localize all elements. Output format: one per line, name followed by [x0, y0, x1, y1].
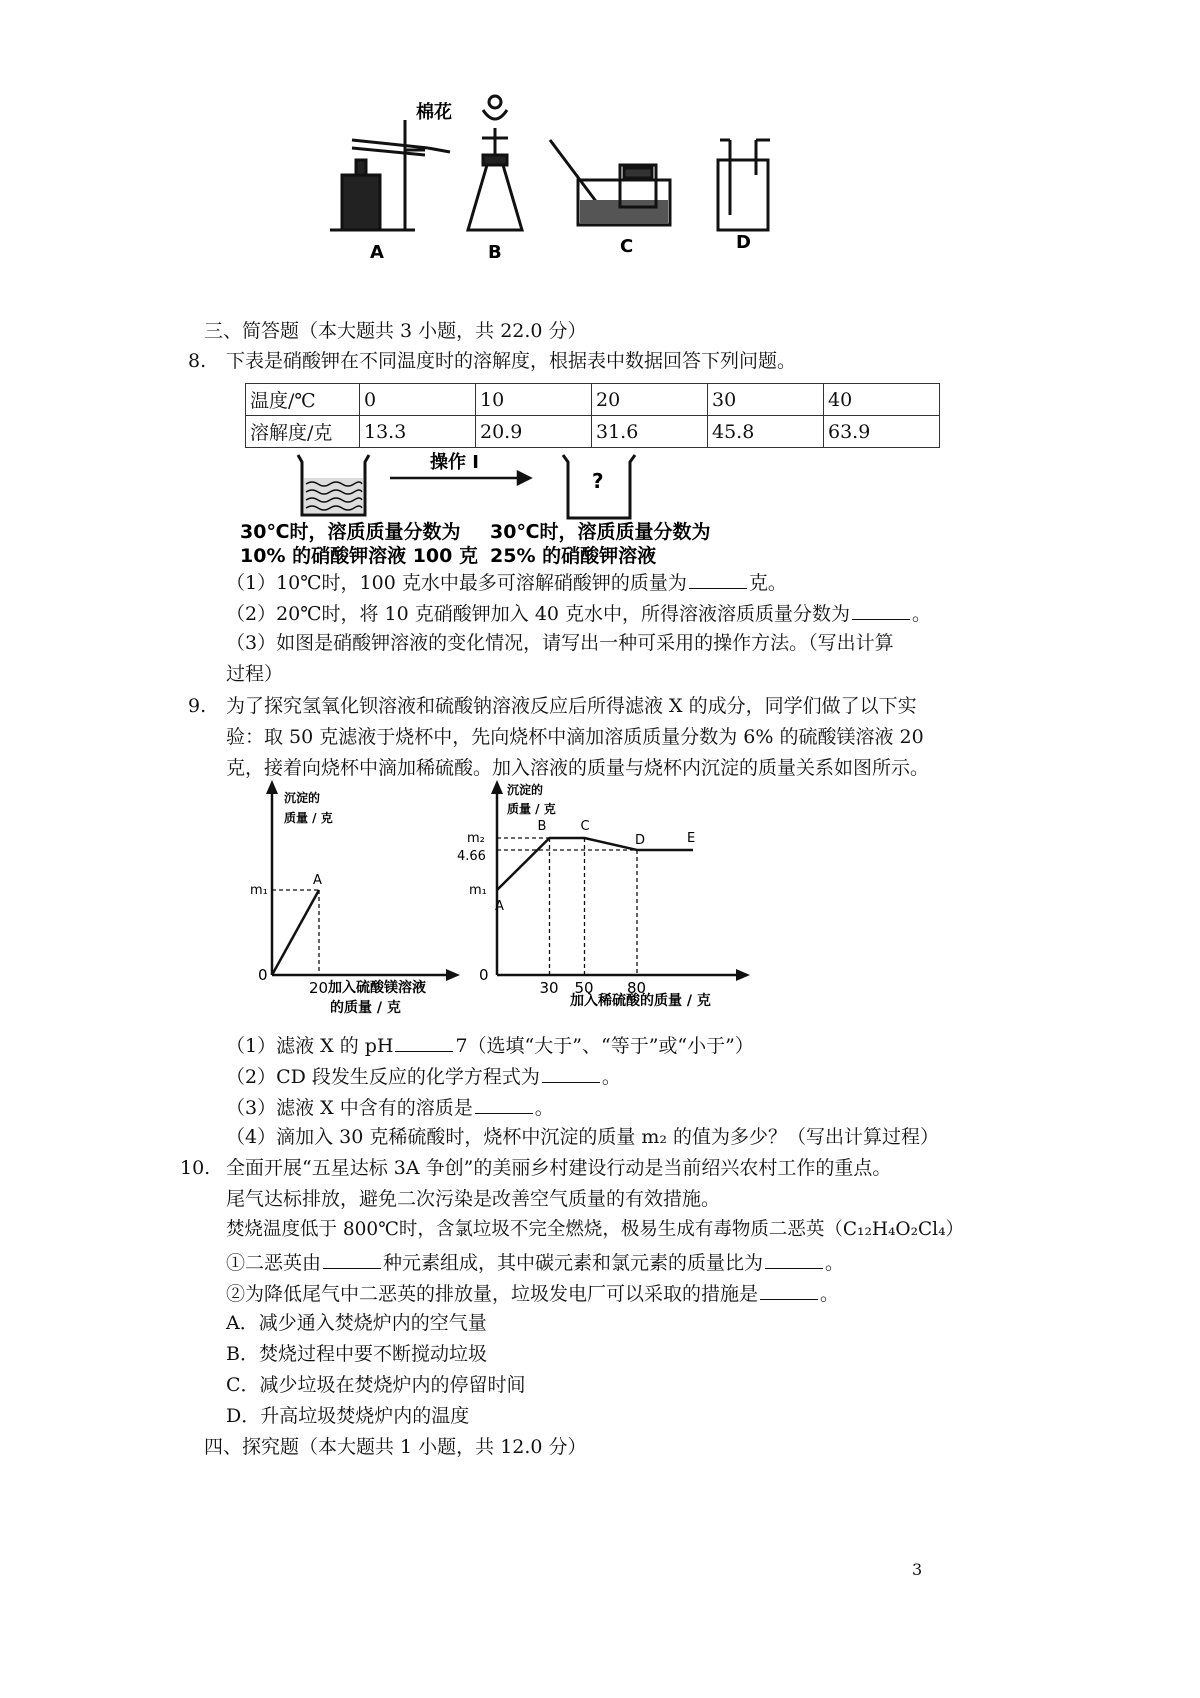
- q9-part4: （4）滴加入 30 克稀硫酸时，烧杯中沉淀的质量 m₂ 的值为多少？（写出计算过程）: [226, 1126, 940, 1148]
- q9-stem-2: 验：取 50 克滤液于烧杯中，先向烧杯中滴加溶质质量分数为 6% 的硫酸镁溶液 20: [226, 726, 924, 748]
- apparatus-a: [330, 120, 450, 230]
- table-cell: 溶解度/克: [246, 416, 360, 448]
- point-label-d: D: [635, 833, 646, 848]
- point-label-a: A: [495, 899, 504, 914]
- q9-part2: （2）CD 段发生反应的化学方程式为 。: [226, 1066, 621, 1088]
- table-cell: 63.9: [824, 416, 940, 448]
- q10-line1: 全面开展“五星达标 3A 争创”的美丽乡村建设行动是当前绍兴农村工作的重点。: [226, 1157, 892, 1179]
- xlabel: 加入稀硫酸的质量 / 克: [570, 993, 711, 1009]
- label-a: A: [370, 242, 384, 263]
- ylabel-line1: 沉淀的: [507, 783, 544, 797]
- q8-part2: （2）20℃时，将 10 克硝酸钾加入 40 克水中，所得溶液溶质质量分数为 。: [226, 603, 932, 625]
- q10-option-a: A．减少通入焚烧炉内的空气量: [226, 1312, 487, 1334]
- point-label-b: B: [537, 819, 547, 834]
- q10-option-d: D．升高垃圾焚烧炉内的温度: [226, 1405, 470, 1427]
- y-tick-label: 4.66: [457, 849, 486, 864]
- section3-heading: 三、简答题（本大题共 3 小题，共 22.0 分）: [204, 320, 587, 342]
- series-line: [497, 838, 693, 890]
- q8-number: 8.: [188, 350, 207, 372]
- apparatus-d: [718, 140, 770, 230]
- table-cell: 20.9: [476, 416, 592, 448]
- q10-option-b: B．焚烧过程中要不断搅动垃圾: [226, 1343, 487, 1365]
- series-line: [272, 890, 319, 975]
- xlabel-line1: 加入硫酸镁溶液: [328, 980, 426, 996]
- apparatus-c: [550, 140, 670, 225]
- ylabel-line2: 质量 / 克: [284, 811, 333, 825]
- y-tick-label: m₁: [469, 883, 487, 898]
- q9-stem-3: 克，接着向烧杯中滴加稀硫酸。加入溶液的质量与烧杯内沉淀的质量关系如图所示。: [226, 757, 930, 779]
- q9-number: 9.: [188, 695, 207, 717]
- table-cell: 10: [476, 384, 592, 416]
- point-label-c: C: [580, 819, 590, 834]
- left-caption-1: 30℃时，溶质质量分数为: [240, 521, 461, 543]
- label-d: D: [736, 232, 751, 253]
- question-mark: ?: [592, 469, 604, 493]
- q10-line3: 焚烧温度低于 800℃时，含氯垃圾不完全燃烧，极易生成有毒物质二恶英（C₁₂H₄O₂Cl₄）: [226, 1219, 964, 1240]
- x-tick-label: 50: [574, 979, 594, 997]
- label-b: B: [488, 242, 502, 263]
- chart-sulfuric-acid: [455, 780, 765, 1020]
- operation-label: 操作 I: [430, 452, 479, 473]
- apparatus-figure: [320, 80, 800, 270]
- xlabel-line2: 的质量 / 克: [330, 1000, 401, 1016]
- origin-label: 0: [258, 966, 268, 984]
- table-cell: 30: [708, 384, 824, 416]
- table-cell: 45.8: [708, 416, 824, 448]
- table-cell: 40: [824, 384, 940, 416]
- solubility-table: [245, 383, 940, 448]
- page-number: 3: [912, 1560, 923, 1579]
- left-caption-2: 10% 的硝酸钾溶液 100 克: [240, 545, 478, 567]
- q10-option-c: C．减少垃圾在焚烧炉内的停留时间: [226, 1374, 526, 1396]
- table-cell: 20: [592, 384, 708, 416]
- beaker-left: [298, 455, 369, 515]
- x-tick-label: 20: [309, 979, 329, 997]
- q10-sub2: ②为降低尾气中二恶英的排放量，垃圾发电厂可以采取的措施是 。: [226, 1283, 840, 1305]
- q9-part3: （3）滤液 X 中含有的溶质是 。: [226, 1097, 554, 1119]
- table-cell: 0: [360, 384, 476, 416]
- table-cell: 31.6: [592, 416, 708, 448]
- y-axis-arrow: [266, 780, 278, 794]
- y-axis-arrow: [491, 780, 503, 794]
- q8-stem: 下表是硝酸钾在不同温度时的溶解度，根据表中数据回答下列问题。: [226, 350, 797, 372]
- apparatus-b: [468, 96, 522, 230]
- y-tick-label: m₁: [250, 883, 268, 898]
- cotton-label: 棉花: [416, 102, 452, 123]
- right-caption-1: 30℃时，溶质质量分数为: [490, 521, 711, 543]
- q8-part3-line2: 过程）: [226, 663, 284, 685]
- point-label-a: A: [313, 873, 322, 888]
- table-row: [246, 416, 940, 448]
- table-cell: 13.3: [360, 416, 476, 448]
- section4-heading: 四、探究题（本大题共 1 小题，共 12.0 分）: [204, 1436, 587, 1458]
- y-tick-label: m₂: [467, 831, 485, 846]
- q8-part3-line1: （3）如图是硝酸钾溶液的变化情况，请写出一种可采用的操作方法。（写出计算: [226, 632, 894, 654]
- ylabel-line1: 沉淀的: [284, 791, 321, 805]
- point-label-e: E: [687, 831, 696, 846]
- right-caption-2: 25% 的硝酸钾溶液: [490, 545, 657, 567]
- q8-part1: （1）10℃时，100 克水中最多可溶解硝酸钾的质量为 克。: [226, 572, 787, 594]
- chart-magnesium-sulfate: [250, 780, 470, 1020]
- x-tick-label: 80: [627, 979, 647, 997]
- q10-line2: 尾气达标排放，避免二次污染是改善空气质量的有效措施。: [226, 1188, 721, 1210]
- x-tick-label: 30: [539, 979, 559, 997]
- label-c: C: [620, 236, 634, 257]
- origin-label: 0: [479, 966, 489, 984]
- ylabel-line2: 质量 / 克: [507, 802, 556, 816]
- q9-part1: （1）滤液 X 的 pH 7（选填“大于”、“等于”或“小于”）: [226, 1035, 754, 1057]
- x-axis-arrow: [736, 969, 750, 981]
- table-row: [246, 384, 940, 416]
- q9-stem-1: 为了探究氢氧化钡溶液和硫酸钠溶液反应后所得滤液 X 的成分，同学们做了以下实: [226, 695, 917, 717]
- q10-number: 10.: [180, 1157, 211, 1179]
- table-cell: 温度/℃: [246, 384, 360, 416]
- q10-sub1: ①二恶英由 种元素组成，其中碳元素和氯元素的质量比为 。: [226, 1252, 845, 1274]
- arrow-right-icon: [390, 472, 530, 484]
